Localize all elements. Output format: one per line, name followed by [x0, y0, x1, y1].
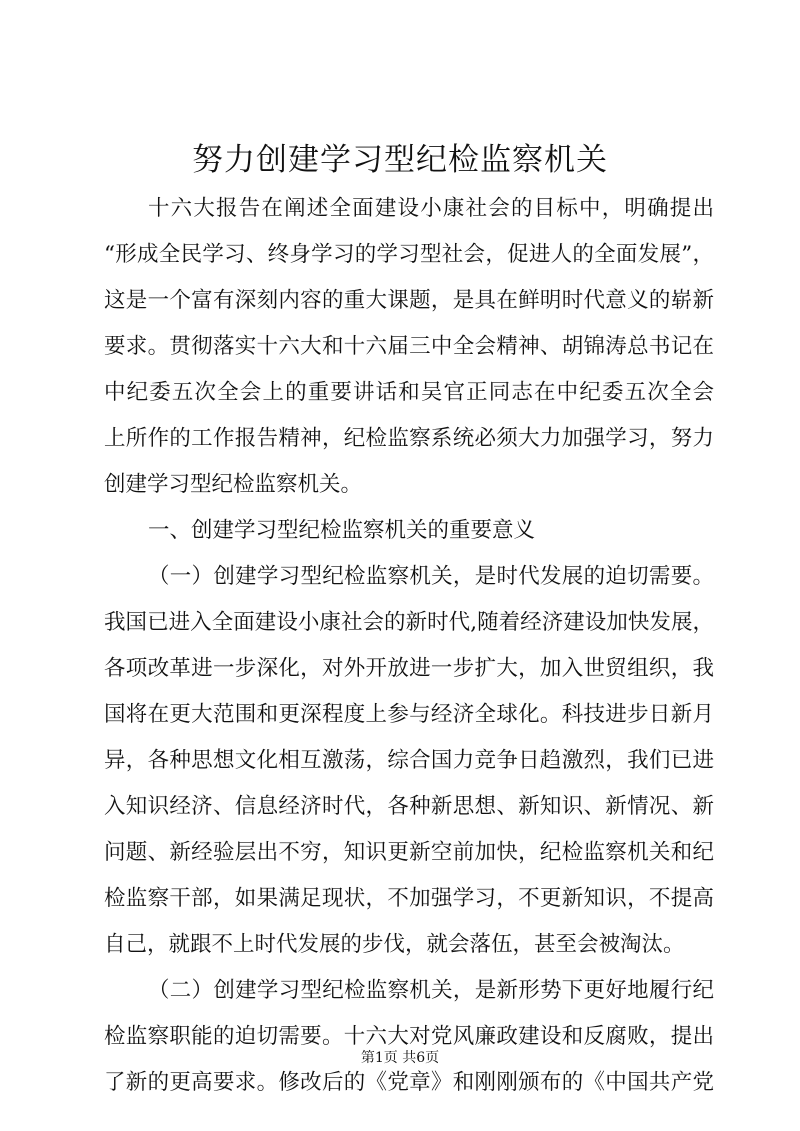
paragraph-line: 十六大报告在阐述全面建设小康社会的目标中，明确提出	[148, 196, 714, 221]
paragraph-line: 这是一个富有深刻内容的重大课题，是具在鲜明时代意义的崭新	[104, 288, 714, 313]
paragraph-line: “形成全民学习、终身学习的学习型社会，促进人的全面发展”，	[104, 242, 714, 267]
paragraph-line: 自己，就跟不上时代发展的步伐，就会落伍，甚至会被淘汰。	[104, 932, 685, 957]
paragraph-line: 我国已进入全面建设小康社会的新时代,随着经济建设加快发展，	[104, 610, 714, 635]
paragraph-line: 问题、新经验层出不穷，知识更新空前加快，纪检监察机关和纪	[104, 840, 714, 865]
paragraph-line: 中纪委五次全会上的重要讲话和吴官正同志在中纪委五次全会	[104, 380, 714, 405]
paragraph-line: 异，各种思想文化相互激荡，综合国力竞争日趋激烈，我们已进	[104, 748, 714, 773]
section-heading: 一、创建学习型纪检监察机关的重要意义	[148, 518, 536, 543]
paragraph-line: 要求。贯彻落实十六大和十六届三中全会精神、胡锦涛总书记在	[104, 334, 714, 359]
paragraph-line: 入知识经济、信息经济时代，各种新思想、新知识、新情况、新	[104, 794, 714, 819]
paragraph-line: 检监察职能的迫切需要。十六大对党风廉政建设和反腐败，提出	[104, 1024, 714, 1049]
paragraph-line: 了新的更高要求。修改后的《党章》和刚刚颁布的《中国共产党	[104, 1070, 714, 1095]
document-title: 努力创建学习型纪检监察机关	[192, 142, 608, 178]
paragraph-line: 检监察干部，如果满足现状，不加强学习，不更新知识，不提高	[104, 886, 714, 911]
subsection-heading-line: （二）创建学习型纪检监察机关，是新形势下更好地履行纪	[148, 978, 714, 1003]
subsection-heading-line: （一）创建学习型纪检监察机关，是时代发展的迫切需要。	[148, 564, 714, 589]
paragraph-line: 上所作的工作报告精神，纪检监察系统必须大力加强学习，努力	[104, 426, 714, 451]
paragraph-line: 各项改革进一步深化，对外开放进一步扩大，加入世贸组织，我	[104, 656, 714, 681]
paragraph-line: 国将在更大范围和更深程度上参与经济全球化。科技进步日新月	[104, 702, 714, 727]
document-body	[104, 186, 714, 1106]
paragraph-line: 创建学习型纪检监察机关。	[104, 472, 363, 497]
page-footer: 第1页 共6页	[360, 1050, 440, 1066]
